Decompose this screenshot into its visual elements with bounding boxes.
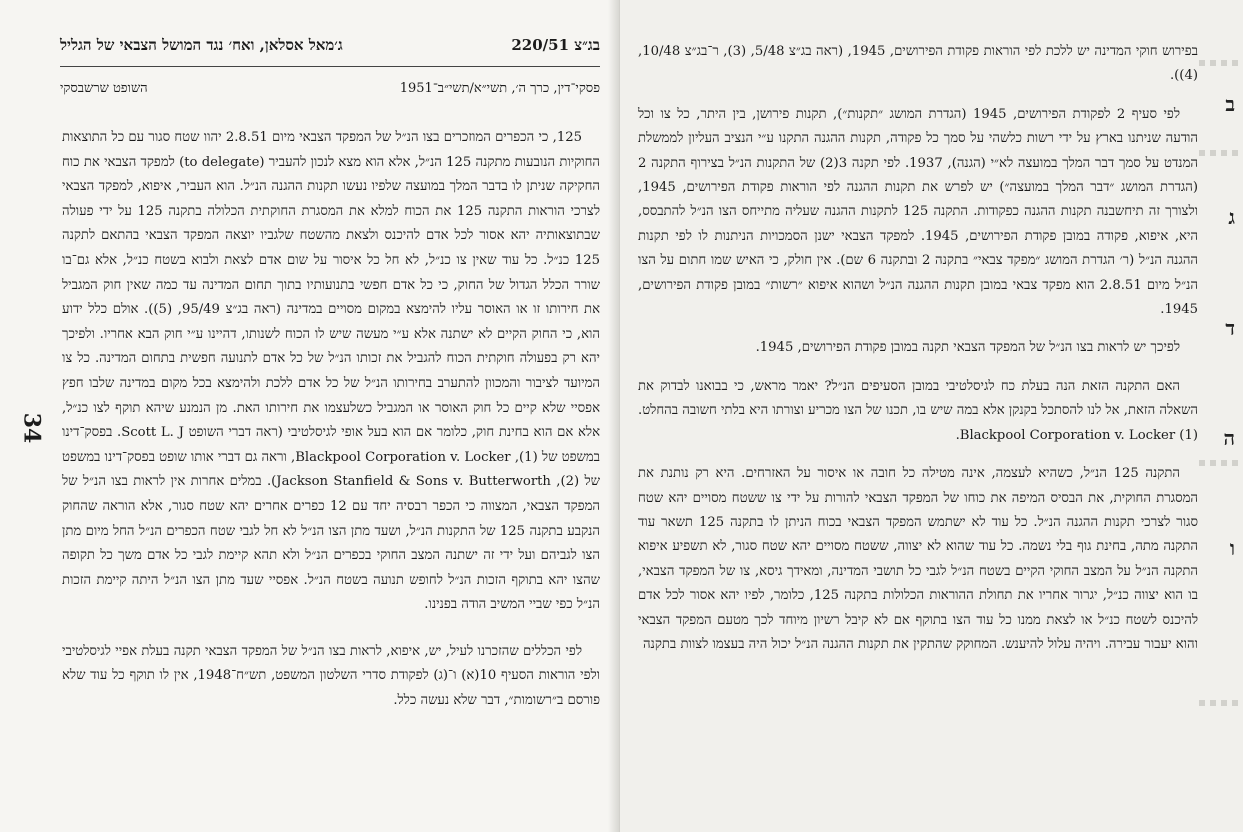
case-title: ג׳מאל אסלאן, ואח׳ נגד המושל הצבאי של הגליל bbox=[60, 36, 343, 54]
paragraph: לפי סעיף 2 לפקודת הפירושים, 1945 (הגדרת המושג ״תקנות״), תקנות פירושן, בין היתר, כל צו וכל הודעה שניתנו בארץ על ידי רשות כלשהי על סמך כל פקודה, תקנות ההגנה התקנו ע״י הנציב העליון לממשלת המנדט על סמך דבר המלך במועצה לא״י (הגנה), 1937. לפי תקנה 3(2) של התקנות הנ״ל בצירוף התקנה 2 (הגדרת המושג ״דבר המלך במועצה״) יש לפרש את תקנות ההגנה לפי הוראות פקודת הפירושים, 1945, ולצורך זה תיחשבנה תקנות ההגנה כפקודות. התקנה 125 לתקנות ההגנה שעליה מתייחס הצו הנ״ל להתבסס, היא, איפוא, פקודה במובן פקודת הפירושים, 1945. למפקד הצבאי ישנן הסמכויות הניתנות לו לפי תקנות ההגנה הנ״ל (ר׳ הגדרת המושג ״מפקד צבאי״ בתקנה 2 ובתקנה 6 שם). אין חולק, כי האיש שמו חתום על הצו הנ״ל מיום 2.8.51 הוא מפקד צבאי במובן תקנות ההגנה הנ״ל ושהוא איפוא ״רשות״ במובן פקודת הפירושים, 1945. bbox=[638, 106, 1199, 318]
margin-letters bbox=[1203, 0, 1243, 832]
paragraph: התקנה 125 הנ״ל, כשהיא לעצמה, אינה מטילה כל חובה או איסור על האזרחים. היא רק נותנת את המסגרת החוקית, את הבסיס המיפה את כוחו של המפקד הצבאי להורות על ידי צו ששטח מסויים יהא שטח סגור לצרכי תקנות ההגנה הנ״ל. כל עוד לא ישתמש המפקד הצבאי בכוח הניתן לו בתקנה 125 תשאר עוד התקנה מתה, בחינת גוף בלי נשמה. כל עוד שהוא לא יצווה, ששטח מסויים יהא שטח סגור, לא תשפיע איפוא התקנה הנ״ל על המצב החוקי הקיים בשטח הנ״ל לגבי כל תושבי המדינה, ומאידך גיסא, צו של המפקד הצבאי, בו הוא יצווה כנ״ל, יגרור אחריו את תחולת ההוראות הכלולות בתקנה 125, כלומר, לפיו יהא אסור לכל אדם להיכנס לשטח כנ״ל או לצאת ממנו כל עוד הצו בתוקף אם לא קיבל רשיון מיוחד לכך מטעם המפקד הצבאי והוא יעבור עבירה. ויהיה עלול להיענש. המחוקק שהתקין את תקנות ההגנה הנ״ל יכול היה בעצמו לצוות בתקנה bbox=[638, 466, 1199, 652]
case-number: בג״צ 220/51 bbox=[511, 36, 600, 54]
bleed-through-mark bbox=[1199, 460, 1243, 466]
left-column-text bbox=[62, 126, 600, 736]
margin-letter: ו bbox=[1229, 536, 1235, 560]
page-number: 34 bbox=[18, 412, 45, 444]
paragraph: האם התקנה הזאת הנה בעלת כח לגיסלטיבי במובן הסעיפים הנ״ל? יאמר מראש, כי בבואנו לבדוק את השאלה הזאת, אל לנו להסתכל בקנקן אלא במה שיש בו, תכנו של הצו מכריע וצורתו היא בלתי חשובה בהחלט. Blackpool Corporation v. Locker (1). bbox=[638, 378, 1198, 443]
margin-letter: ג bbox=[1228, 205, 1235, 229]
header-rule bbox=[60, 66, 600, 67]
paragraph: לפיכך יש לראות בצו הנ״ל של המפקד הצבאי תקנה במובן פקודת הפירושים, 1945. bbox=[755, 340, 1180, 356]
margin-letter: ד bbox=[1225, 316, 1235, 340]
paragraph: בפירוש חוקי המדינה יש ללכת לפי הוראות פקודת הפירושים, 1945, (ראה בג״צ 5/48, (3), ר־בג״צ 10/48, (4)). bbox=[638, 44, 1198, 84]
reporter-citation: פסקי־דין, כרך ה׳, תשי״א/תשי״ב־1951 bbox=[399, 81, 600, 96]
right-page bbox=[620, 0, 1243, 832]
judge-name: השופט שרשבסקי bbox=[60, 81, 148, 96]
running-header bbox=[60, 36, 600, 55]
paragraph: 125, כי הכפרים המוזכרים בצו הנ״ל של המפקד הצבאי מיום 2.8.51 יהוו שטח סגור עם כל התוצאות החוקיות הנובעות מתקנה 125 הנ״ל, אלא הוא מצא לנכון להעביר (to delegate) למפקד הצבאי את כוח החקיקה שניתן לו בדבר המלך במועצה שלפיו נעשו תקנות ההגנה הנ״ל. הוא העביר, איפוא, למפקד הצבאי לצרכי הוראות התקנה 125 את הכוח למלא את המסגרת החוקתית הכלולה בתקנה 125 על ידי פעולה שבתוצאותיה יהא אסור לכל אדם להיכנס ולצאת מהשטח שלגביו יוצאה המפקד הצבאי בהתאם לתקנה 125 כנ״ל. כל עוד שאין צו כנ״ל, לא חל כל איסור על שום אדם לצאת ולבוא בשטח כנ״ל, אלא גם־בו שורר הכלל הגדול של החוק, כי כל אדם חפשי בתנועותיו בתוך תחום המדינה עד כמה שאין חוק המגביל את חירותו זו או האוסר עליו להימצא במקום מסויים במדינה (ראה בג״צ 95/49, (5)). אולם כלל ידוע הוא, כי החוק הקיים לא ישתנה אלא ע״י מעשה שיש לו הכוח לשנותו, דהיינו ע״י חוק הבא אחריו. ולפיכך יהא רק בפעולה חוקתית הכוח להגביל את זכותו הנ״ל של כל אדם לתנועה חפשית בתחום המדינה. כל צו המיועד לציבור והמכוון להתערב בחירותו הנ״ל של כל אדם ללכת ולהימצא בכל מקום במדינה שלבו חפץ אפסיי שלא קיים כל חוק האוסר או המגביל כשלעצמו את חירותו האת. מן הנמנע שיהא תוקף לצו כנ״ל, אלא אם הוא בחינת חוק, כלומר אם הוא בעל אופי לגיסלטיבי (ראה דברי השופט Scott L. J. בפסק־דינו במשפט של (1), Blackpool Corporation v. Locker, וראה גם דברי אותו שופט בפסק־דינו במשפט של (2), Jackson Stanfield & Sons v. Butterworth). במלים אחרות אין לראות בצו הנ״ל של המפקד הצבאי, המצווה כי הכפר רבסיה יחד עם 12 כפרים אחרים יהא שטח סגור, אלא הוראה שהחוק הנקבע בתקנה 125 של התקנות הנ״ל, ושעד מתן הצו הנ״ל לא חל לגבי שטח הכפרים הנ״ל החל מיום מתן הצו לגביהם ועל ידי זה ישתנה המצב החוקי בכפרים הנ״ל ולא תהא קיימת לגבי כל אדם משך כל תקופה שהצו יהא בתוקף הזכות הנ״ל לחופש תנועה בשטח הנ״ל. אפסיי שעד מתן הצו הנ״ל היתה קיימת הזכות הנ״ל כפי שביי המשיב הודה בפנינו. bbox=[62, 130, 601, 613]
bleed-through-mark bbox=[1199, 60, 1243, 66]
sub-header bbox=[60, 80, 600, 96]
margin-letter: ה bbox=[1223, 426, 1235, 450]
margin-letter: ב bbox=[1225, 92, 1235, 116]
paragraph: לפי הכללים שהזכרנו לעיל, יש, איפוא, לראות בצו הנ״ל של המפקד הצבאי תקנה בעלת אפיי לגיסלטיבי ולפי הוראות הסעיף 10(א) ו־(ג) לפקודת סדרי השלטון המשפט, תש״ח־1948, אין לו תוקף כל עוד שלא פורסם ב״רשומות״, דבר שלא נעשה כלל. bbox=[62, 643, 601, 709]
bleed-through-mark bbox=[1199, 150, 1243, 156]
left-page bbox=[0, 0, 620, 832]
bleed-through-mark bbox=[1199, 700, 1243, 706]
right-column-text bbox=[638, 40, 1198, 671]
